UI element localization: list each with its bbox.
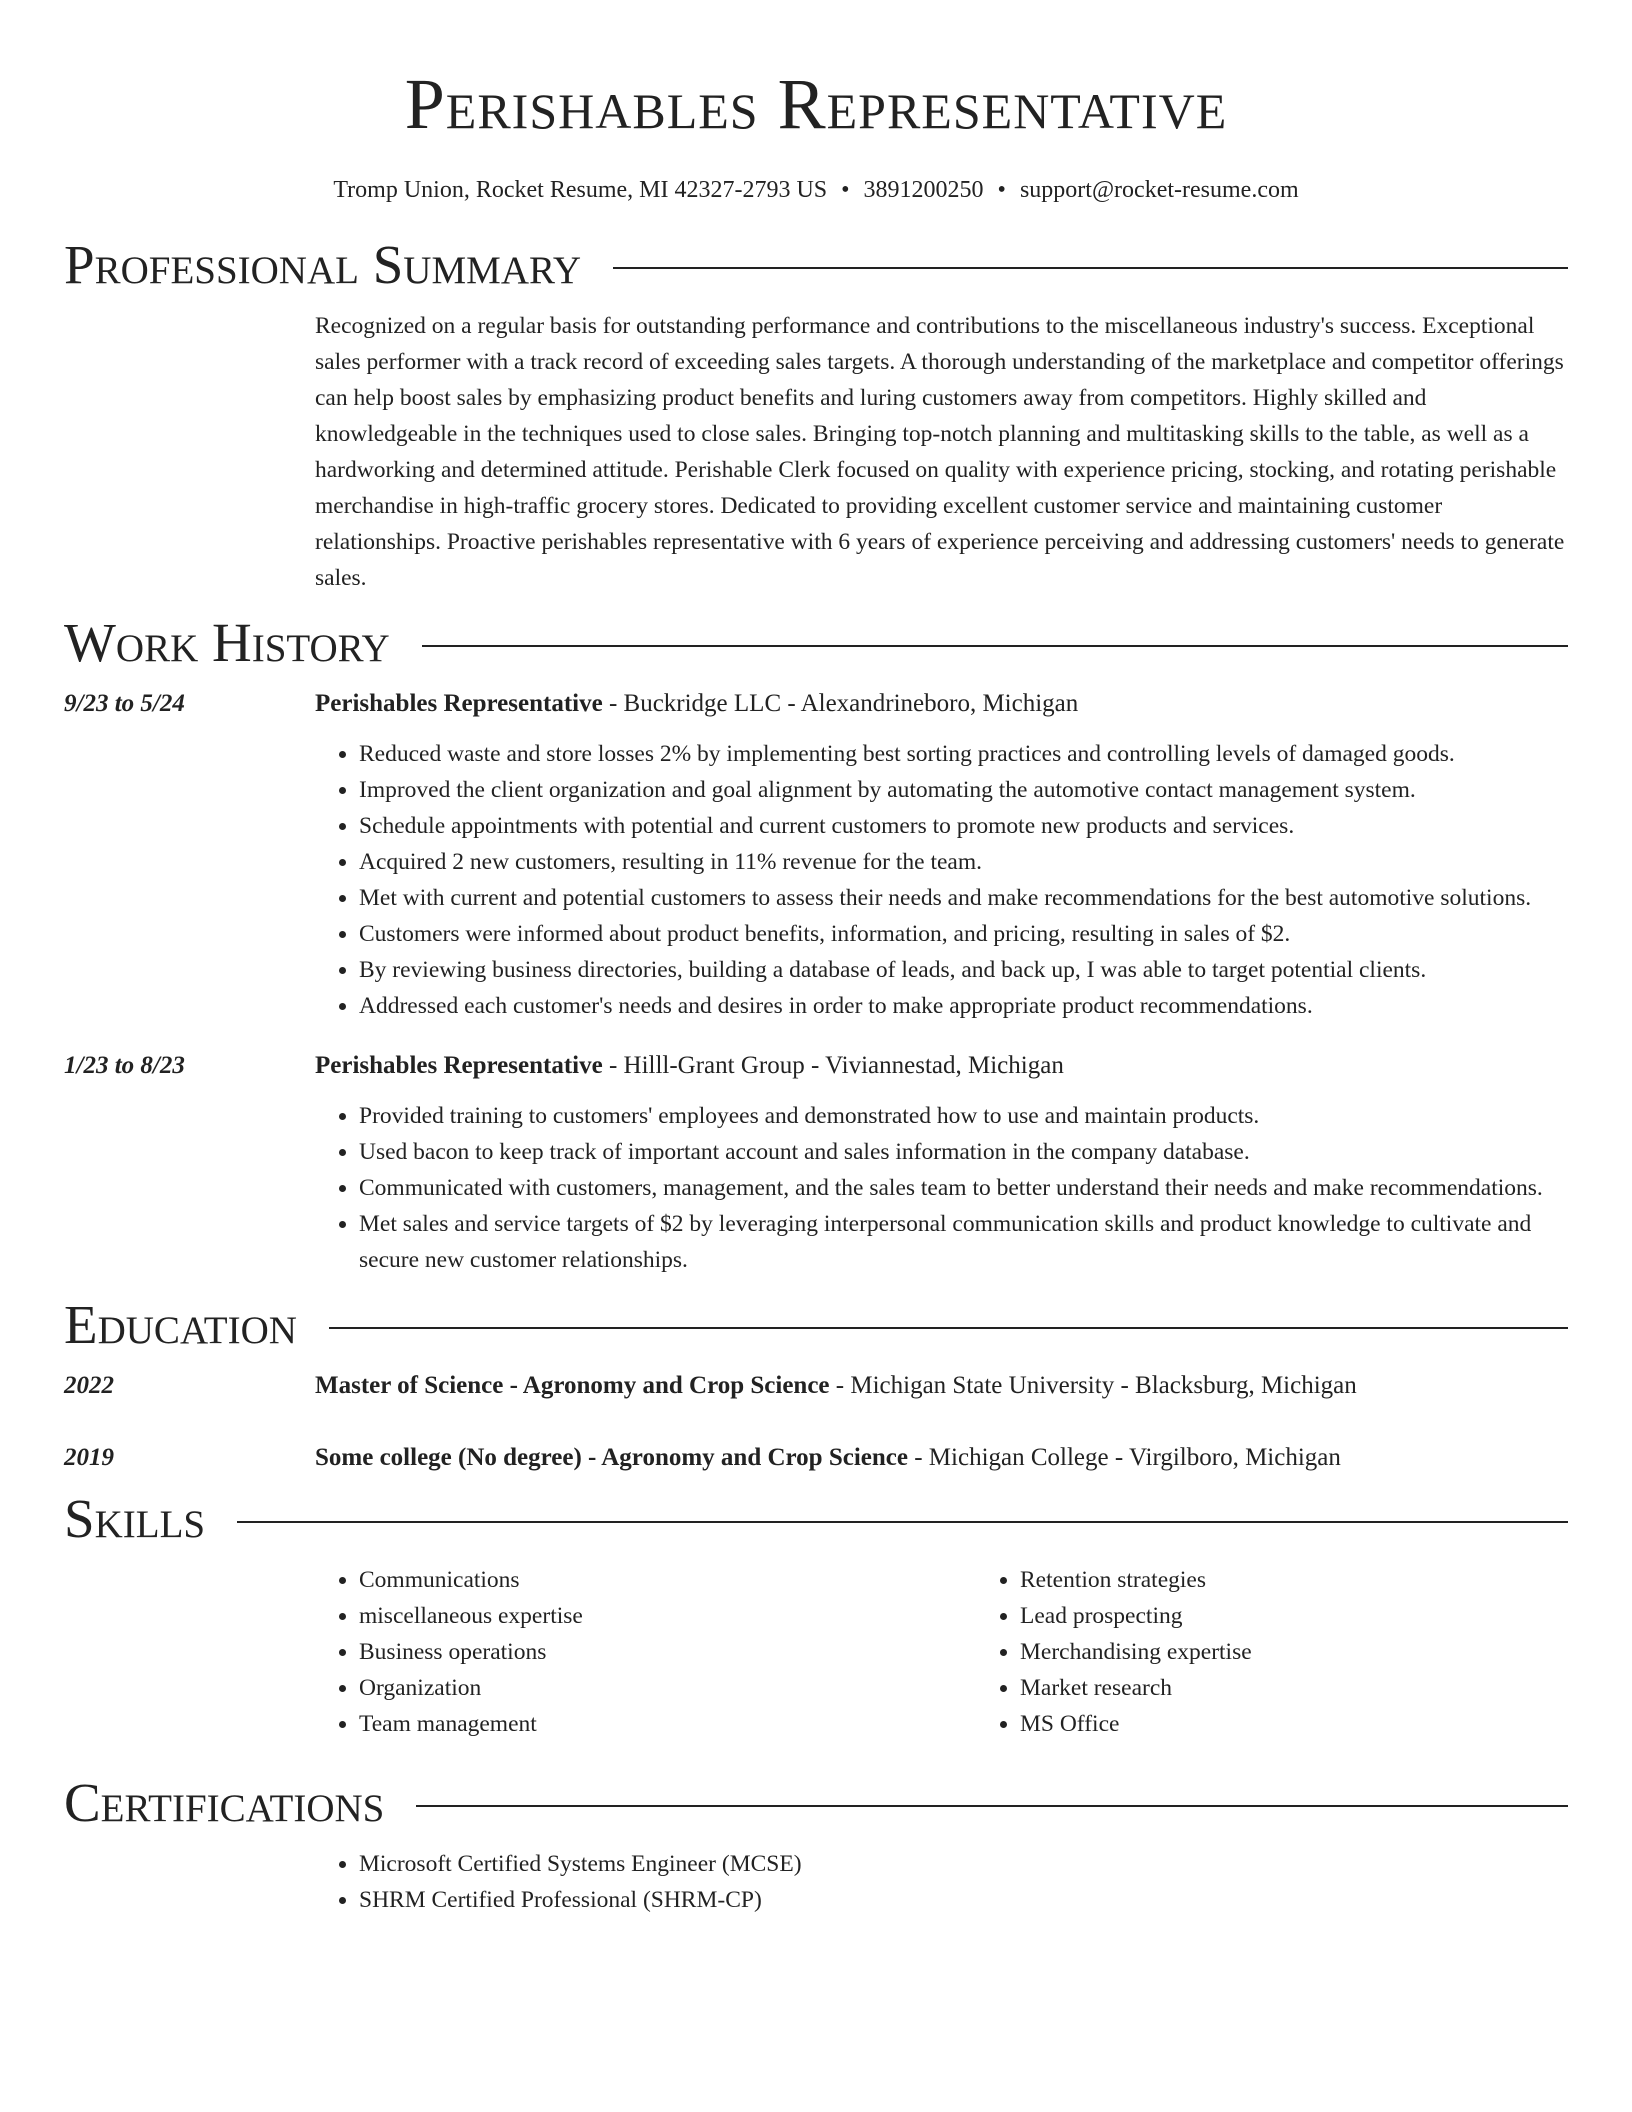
list-item: • Met with current and potential customers to assess their needs and make recommendations for the best automotive solutions. xyxy=(359,880,1568,916)
list-item: • miscellaneous expertise xyxy=(359,1598,976,1634)
contact-separator: • xyxy=(841,177,850,203)
job-entry xyxy=(64,686,1568,1024)
education-school: - Michigan College - Virgilboro, Michigan xyxy=(907,1444,1341,1471)
education-school: - Michigan State University - Blacksburg, Michigan xyxy=(829,1372,1357,1399)
list-item: • Lead prospecting xyxy=(1020,1598,1632,1634)
education-section-title: Education xyxy=(64,1294,297,1355)
list-item: • Addressed each customer's needs and desires in order to make appropriate product recommendations. xyxy=(359,988,1568,1024)
candidate-name: Perishables Representative xyxy=(404,64,1228,144)
education-body xyxy=(315,1440,1568,1476)
education-entry xyxy=(64,1368,1568,1404)
skills-section-header xyxy=(64,1486,1568,1552)
list-item: • Market research xyxy=(1020,1670,1632,1706)
summary-row xyxy=(64,308,1568,596)
section-divider xyxy=(237,1521,1568,1523)
certifications-left-spacer xyxy=(64,1846,315,1918)
job-title-line xyxy=(315,686,1568,722)
education-year: 2019 xyxy=(64,1444,114,1471)
job-title-line xyxy=(315,1048,1568,1084)
certifications-section-header xyxy=(64,1770,1568,1836)
contact-address: Tromp Union, Rocket Resume, MI 42327-2793 US xyxy=(333,177,828,203)
list-item: • Communications xyxy=(359,1562,976,1598)
list-item: • Provided training to customers' employees and demonstrated how to use and maintain products. xyxy=(359,1098,1568,1134)
contact-email: support@rocket-resume.com xyxy=(1019,177,1299,203)
education-entry xyxy=(64,1440,1568,1476)
job-bullets xyxy=(315,736,1568,1024)
work-section-title: Work History xyxy=(64,612,390,673)
skills-list-left xyxy=(315,1562,976,1742)
education-body xyxy=(315,1368,1568,1404)
list-item: • MS Office xyxy=(1020,1706,1632,1742)
contact-phone: 3891200250 xyxy=(863,177,984,203)
summary-section-title: Professional Summary xyxy=(64,234,582,295)
certifications-row xyxy=(64,1846,1568,1918)
summary-body xyxy=(315,308,1568,596)
skills-list-right xyxy=(976,1562,1632,1742)
skills-section-title: Skills xyxy=(64,1488,206,1549)
education-year: 2022 xyxy=(64,1372,114,1399)
list-item: • By reviewing business directories, building a database of leads, and back up, I was able to target potential clients. xyxy=(359,952,1568,988)
skills-left-spacer xyxy=(64,1562,315,1742)
job-body xyxy=(315,686,1568,1024)
certifications-body xyxy=(315,1846,1568,1918)
list-item: • Communicated with customers, management, and the sales team to better understand their needs and make recommendations. xyxy=(359,1170,1568,1206)
education-degree: Some college (No degree) - Agronomy and Crop Science xyxy=(315,1444,908,1471)
job-dates: 1/23 to 8/23 xyxy=(64,1052,185,1079)
summary-text: Recognized on a regular basis for outstanding performance and contributions to the miscellaneous industry's success. Exceptional sales performer with a track record of exceeding sales targets. A thorough understanding of the marketplace and competitor offerings can help boost sales by emphasizing product benefits and luring customers away from competitors. Highly skilled and knowledgeable in the techniques used to close sales. Bringing top-notch planning and multitasking skills to the table, as well as a hardworking and determined attitude. Perishable Clerk focused on quality with experience pricing, stocking, and rotating perishable merchandise in high-traffic grocery stores. Dedicated to providing excellent customer service and maintaining customer relationships. Proactive perishables representative with 6 years of experience perceiving and addressing customers' needs to generate sales. xyxy=(315,313,1565,591)
certifications-list xyxy=(315,1846,1568,1918)
contact-line xyxy=(64,174,1568,206)
list-item: • Met sales and service targets of $2 by leveraging interpersonal communication skills and product knowledge to cultivate and secure new customer relationships. xyxy=(359,1206,1568,1278)
job-bullets xyxy=(315,1098,1568,1278)
education-section-header xyxy=(64,1292,1568,1358)
summary-left-spacer xyxy=(64,308,315,596)
list-item: • Team management xyxy=(359,1706,976,1742)
skills-grid xyxy=(315,1562,1632,1742)
job-role: Perishables Representative xyxy=(315,690,603,717)
section-divider xyxy=(422,645,1568,647)
job-employer: - Hilll-Grant Group - Viviannestad, Michigan xyxy=(602,1052,1064,1079)
section-divider xyxy=(329,1327,1568,1329)
job-body xyxy=(315,1048,1568,1278)
list-item: • Used bacon to keep track of important account and sales information in the company database. xyxy=(359,1134,1568,1170)
list-item: • Organization xyxy=(359,1670,976,1706)
list-item: • Reduced waste and store losses 2% by implementing best sorting practices and controlling levels of damaged goods. xyxy=(359,736,1568,772)
work-section-header xyxy=(64,610,1568,676)
skills-row xyxy=(64,1562,1568,1742)
job-entry xyxy=(64,1048,1568,1278)
list-item: • Customers were informed about product benefits, information, and pricing, resulting in sales of $2. xyxy=(359,916,1568,952)
list-item: • SHRM Certified Professional (SHRM-CP) xyxy=(359,1882,1568,1918)
job-employer: - Buckridge LLC - Alexandrineboro, Michigan xyxy=(602,690,1079,717)
list-item: • Microsoft Certified Systems Engineer (MCSE) xyxy=(359,1846,1568,1882)
education-degree: Master of Science - Agronomy and Crop Science xyxy=(315,1372,830,1399)
job-dates: 9/23 to 5/24 xyxy=(64,690,185,717)
section-divider xyxy=(416,1805,1568,1807)
section-divider xyxy=(613,267,1568,269)
job-role: Perishables Representative xyxy=(315,1052,603,1079)
contact-separator: • xyxy=(997,177,1006,203)
list-item: • Schedule appointments with potential and current customers to promote new products and services. xyxy=(359,808,1568,844)
list-item: • Improved the client organization and goal alignment by automating the automotive contact management system. xyxy=(359,772,1568,808)
list-item: • Merchandising expertise xyxy=(1020,1634,1632,1670)
certifications-section-title: Certifications xyxy=(64,1772,385,1833)
list-item: • Retention strategies xyxy=(1020,1562,1632,1598)
summary-section-header xyxy=(64,232,1568,298)
list-item: • Acquired 2 new customers, resulting in 11% revenue for the team. xyxy=(359,844,1568,880)
list-item: • Business operations xyxy=(359,1634,976,1670)
